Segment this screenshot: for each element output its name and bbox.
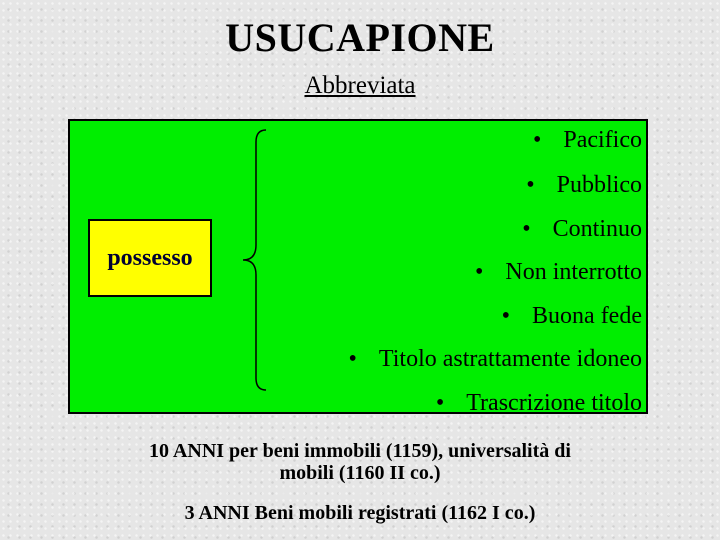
bullet-icon: • — [435, 390, 445, 416]
bullet-icon: • — [532, 127, 542, 153]
requirement-item-1 — [533, 126, 642, 154]
requirement-item-5 — [502, 302, 642, 330]
footer-note-10-years — [0, 440, 720, 484]
bullet-icon: • — [348, 346, 357, 372]
requirement-label: Titolo astrattamente idoneo — [378, 346, 642, 372]
requirement-label: Continuo — [552, 216, 642, 242]
footer-line: mobili (1160 II co.) — [279, 462, 441, 484]
footer-note-3-years: 3 ANNI Beni mobili registrati (1162 I co.) — [184, 502, 536, 524]
bullet-icon: • — [474, 259, 484, 285]
subject-box — [88, 219, 212, 297]
page-title: USUCAPIONE — [225, 15, 495, 60]
page-subtitle — [0, 72, 720, 100]
requirement-label: Buona fede — [532, 303, 642, 329]
subject-label: possesso — [107, 244, 193, 271]
bullet-icon: • — [501, 303, 511, 329]
brace-connector — [236, 127, 276, 393]
requirement-item-7 — [436, 389, 642, 417]
bullet-icon: • — [522, 216, 531, 242]
requirement-label: Trascrizione titolo — [466, 390, 642, 416]
requirement-label: Non interrotto — [505, 259, 642, 285]
requirement-item-6 — [349, 345, 642, 373]
footer-line: 10 ANNI per beni immobili (1159), universalità di — [149, 440, 571, 462]
requirement-item-2 — [526, 171, 642, 199]
requirement-label: Pacifico — [563, 127, 642, 153]
subtitle-text: Abbreviata — [304, 72, 416, 99]
bullet-icon: • — [526, 172, 535, 198]
requirement-item-4 — [475, 258, 642, 286]
requirement-label: Pubblico — [556, 172, 642, 198]
requirement-item-3 — [522, 215, 642, 243]
